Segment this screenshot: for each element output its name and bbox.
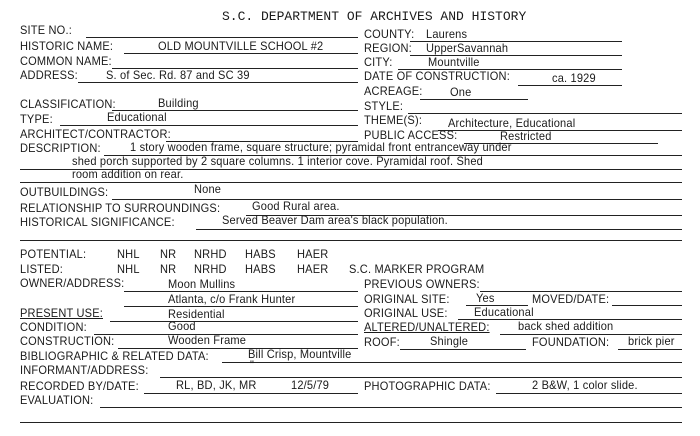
present-use-underline (110, 321, 358, 322)
potential-nhl: NHL (117, 247, 140, 261)
roof-label: ROOF: (364, 335, 400, 349)
present-use-value: Residential (168, 307, 225, 321)
recorded-by-label: RECORDED BY/DATE: (20, 379, 139, 393)
original-site-value: Yes (476, 291, 495, 305)
style-label: STYLE: (364, 99, 404, 113)
roof-value: Shingle (430, 334, 469, 348)
listed-label: LISTED: (20, 262, 64, 276)
region-label: REGION: (364, 41, 412, 55)
city-value: Mountville (428, 55, 480, 69)
region-value: UpperSavannah (426, 41, 509, 55)
informant-label: INFORMANT/ADDRESS: (20, 363, 149, 377)
historical-significance-underline (196, 229, 682, 230)
historical-significance-label: HISTORICAL SIGNIFICANCE: (20, 215, 175, 229)
moved-date-underline (612, 305, 682, 306)
site-no-label: SITE NO.: (20, 23, 72, 37)
condition-label: CONDITION: (20, 320, 87, 334)
bibliographic-value: Bill Crisp, Mountville (248, 347, 352, 361)
public-access-label: PUBLIC ACCESS: (364, 128, 458, 142)
roof-underline (400, 349, 526, 350)
acreage-label: ACREAGE: (364, 84, 423, 98)
original-use-label: ORIGINAL USE: (364, 306, 448, 320)
recorded-date-value: 12/5/79 (291, 378, 330, 392)
description-label: DESCRIPTION: (20, 141, 101, 155)
historic-name-value: OLD MOUNTVILLE SCHOOL #2 (158, 39, 324, 53)
address-value: S. of Sec. Rd. 87 and SC 39 (106, 68, 250, 82)
listed-nhl: NHL (117, 262, 140, 276)
moved-date-label: MOVED/DATE: (532, 292, 610, 306)
listed-habs: HABS (245, 262, 276, 276)
foundation-underline (618, 349, 682, 350)
type-label: TYPE: (20, 112, 53, 126)
public-access-value: Restricted (500, 129, 552, 143)
original-use-value: Educational (474, 305, 534, 319)
evaluation-label: EVALUATION: (20, 393, 94, 407)
owner-line-1: Moon Mullins (168, 277, 236, 291)
evaluation-underline-2 (20, 422, 682, 423)
potential-nrhd: NRHD (194, 247, 227, 261)
potential-label: POTENTIAL: (20, 247, 87, 261)
classification-label: CLASSIFICATION: (20, 97, 116, 111)
evaluation-underline (100, 407, 682, 408)
listed-haer: HAER (297, 262, 329, 276)
address-label: ADDRESS: (20, 68, 78, 82)
historical-significance-value: Served Beaver Dam area's black population. (222, 213, 448, 227)
type-value: Educational (107, 110, 167, 124)
potential-nr: NR (160, 247, 177, 261)
theme-label: THEME(S): (364, 113, 423, 127)
altered-value: back shed addition (518, 319, 614, 333)
date-of-construction-label: DATE OF CONSTRUCTION: (364, 69, 510, 83)
informant-value: " (250, 358, 255, 372)
address-underline (78, 82, 358, 83)
county-value: Laurens (426, 27, 468, 41)
form-header: S.C. DEPARTMENT OF ARCHIVES AND HISTORY (222, 9, 527, 24)
foundation-label: FOUNDATION: (532, 335, 610, 349)
construction-value: Wooden Frame (168, 333, 247, 347)
style-underline (408, 113, 682, 114)
condition-value: Good (168, 319, 196, 333)
listed-nr: NR (160, 262, 177, 276)
acreage-underline (420, 99, 528, 100)
outbuildings-value: None (194, 182, 222, 196)
photographic-value: 2 B&W, 1 color slide. (532, 378, 638, 392)
classification-value: Building (158, 96, 199, 110)
date-of-construction-underline (518, 85, 622, 86)
city-label: CITY: (364, 55, 393, 69)
listed-nrhd: NRHD (194, 262, 227, 276)
construction-label: CONSTRUCTION: (20, 334, 115, 348)
bibliographic-underline (222, 362, 682, 363)
site-no-underline (86, 37, 358, 38)
owner-underline-2 (124, 306, 358, 307)
architect-contractor-label: ARCHITECT/CONTRACTOR: (20, 127, 171, 141)
type-underline (60, 125, 358, 126)
outbuildings-underline (112, 199, 682, 200)
common-name-label: COMMON NAME: (20, 54, 112, 68)
marker-program-label: S.C. MARKER PROGRAM (349, 262, 485, 276)
acreage-value: One (450, 85, 472, 99)
historic-name-underline (124, 53, 358, 54)
recorded-by-value: RL, BD, JK, MR (176, 378, 257, 392)
owner-line-2: Atlanta, c/o Frank Hunter (168, 292, 296, 306)
date-of-construction-value: ca. 1929 (552, 71, 596, 85)
theme-underline (438, 130, 682, 131)
description-line-1: 1 story wooden frame, square structure; pyramidal front entranceway under (130, 140, 512, 154)
description-line-2: shed porch supported by 2 square columns. 1 interior cove. Pyramidal roof. Shed (72, 154, 483, 168)
theme-value: Architecture, Educational (448, 116, 576, 130)
owner-address-label: OWNER/ADDRESS: (20, 276, 125, 290)
original-site-label: ORIGINAL SITE: (364, 292, 450, 306)
altered-label: ALTERED/UNALTERED: (364, 320, 490, 334)
historical-significance-underline-2 (20, 240, 682, 241)
potential-habs: HABS (245, 247, 276, 261)
foundation-value: brick pier (628, 334, 675, 348)
previous-owners-label: PREVIOUS OWNERS: (364, 277, 480, 291)
potential-haer: HAER (297, 247, 329, 261)
historic-name-label: HISTORIC NAME: (20, 39, 114, 53)
description-line-3: room addition on rear. (72, 167, 184, 181)
outbuildings-label: OUTBUILDINGS: (20, 185, 109, 199)
relationship-value: Good Rural area. (252, 199, 340, 213)
present-use-label: PRESENT USE: (20, 306, 103, 320)
photographic-label: PHOTOGRAPHIC DATA: (364, 379, 491, 393)
description-underline-3 (20, 182, 682, 183)
relationship-label: RELATIONSHIP TO SURROUNDINGS: (20, 201, 221, 215)
photographic-underline (496, 393, 682, 394)
bibliographic-label: BIBLIOGRAPHIC & RELATED DATA: (20, 349, 209, 363)
recorded-by-underline (144, 393, 358, 394)
county-label: COUNTY: (364, 27, 415, 41)
